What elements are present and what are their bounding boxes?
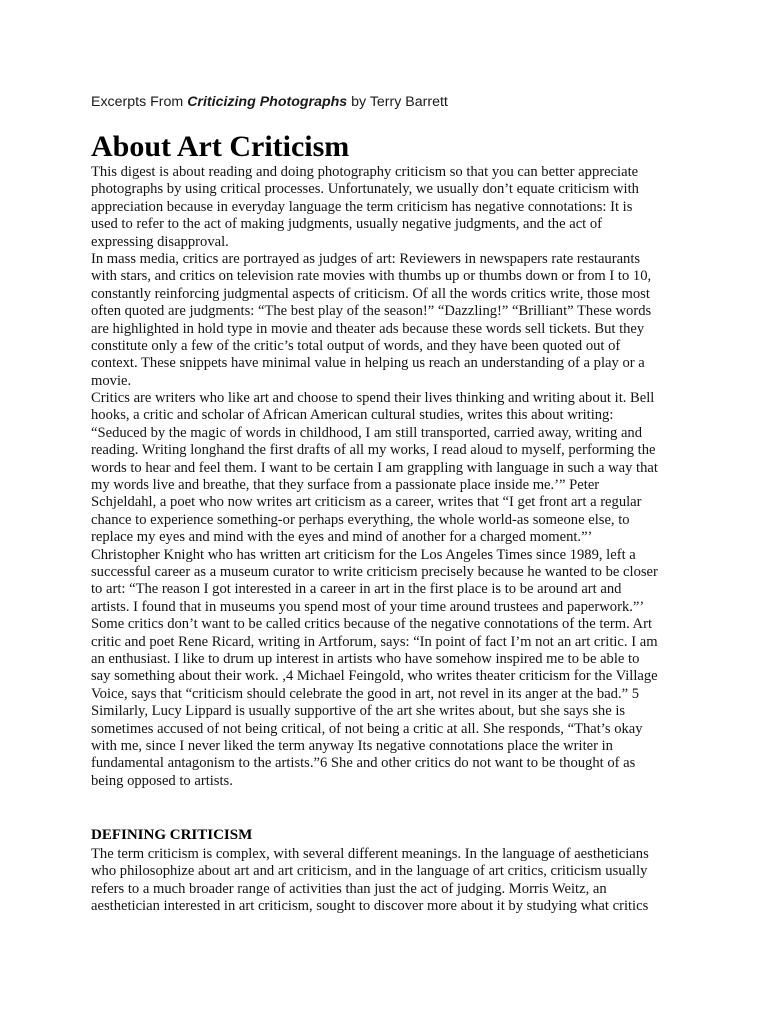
section-body [91,846,679,916]
excerpt-prefix: Excerpts From [91,94,188,110]
body-text-line: This digest is about reading and doing photography criticism so that you can better appreciate [91,164,639,180]
body-text-line: fundamental antagonism to the artists.”6 She and other critics do not want to be thought of as [91,755,636,772]
body-text-line: words to hear and feel them. I want to be certain I am grappling with language in such a way that [91,459,658,476]
author-credit: by Terry Barrett [347,94,448,110]
body-text-line: replace my eyes and mind with the eyes and mind of another for a charged moment.”’ [91,529,593,546]
body-text-line: context. These snippets have minimal value in helping us reach an understanding of a play or a [91,355,645,372]
body-text-line: say something about their work. ,4 Michael Feingold, who writes theater criticism for the Village [91,668,658,685]
body-text-line: movie. [91,372,132,389]
body-text-line: to art: “The reason I got interested in a career in art in the first place is to be around art and [91,581,622,598]
body-text-line: In mass media, critics are portrayed as judges of art: Reviewers in newspapers rate restaurants [91,250,641,267]
body-text-line: with me, since I never liked the term anyway Its negative connotations place the writer in [91,737,613,754]
body-text-line: Some critics don’t want to be called critics because of the negative connotations of the term. Art [91,616,653,633]
body-text-line: sometimes accused of not being critical, of not being a critic at all. She responds, “That’s okay [91,720,643,737]
section-text-line: refers to a much broader range of activities than just the act of judging. Morris Weitz, an [91,880,607,897]
body-text-line: “Seduced by the magic of words in childhood, I am still transported, carried away, writing and [91,424,643,441]
body-text-line: are highlighted in hold type in movie and theater ads because these words sell tickets. But they [91,320,645,337]
body-text-line: expressing disapproval. [91,233,229,250]
section-text-line: The term criticism is complex, with several different meanings. In the language of aestheticians [91,846,649,862]
body-text-line: Voice, says that “criticism should celebrate the good in art, not revel in its anger at the bad.” 5 [91,685,640,702]
body-text-line: critic and poet Rene Ricard, writing in Artforum, says: “In point of fact I’m not an art critic. I am [91,633,658,650]
body-text-line: often quoted are judgments: “The best play of the season!” “Dazzling!” “Brilliant” These words [91,303,652,320]
body-text-line: Critics are writers who like art and choose to spend their lives thinking and writing about it. Bell [91,390,655,407]
body-text-line: artists. I found that in museums you spend most of your time around trustees and paperwork.”’ [91,598,645,615]
body-text-line: reading. Writing longhand the first drafts of all my works, I read aloud to myself, performing the [91,442,656,459]
body-text-line: my words live and breathe, that they surface from a passionate place inside me.’” Peter [91,477,600,494]
body-text-line: hooks, a critic and scholar of African American cultural studies, writes this about writing: [91,407,614,424]
section-text-line: who philosophize about art and art criticism, and in the language of art critics, criticism usually [91,863,648,880]
body-text-line: photographs by using critical processes. Unfortunately, we usually don’t equate criticism with [91,181,639,198]
body-text-line: appreciation because in everyday language the term criticism has negative connotations: It is [91,198,633,215]
section-text-line: aesthetician interested in art criticism, sought to discover more about it by studying what critics [91,898,649,915]
book-title: Criticizing Photographs [187,94,348,110]
body-text-line: chance to experience something-or perhaps everything, the whole world-as someone else, to [91,511,630,528]
body-text-line: being opposed to artists. [91,772,233,789]
body-text-line: Schjeldahl, a poet who now writes art criticism as a career, writes that “I get front art a regular [91,494,642,511]
body-text-line: Christopher Knight who has written art criticism for the Los Angeles Times since 1989, left a [91,546,636,563]
page-title: About Art Criticism [91,130,350,163]
body-text-line: an enthusiast. I like to drum up interest in artists who have somehow inspired me to be able to [91,650,640,667]
body-text-line: Similarly, Lucy Lippard is usually supportive of the art she writes about, but she says she is [91,703,626,720]
body-text-line: constantly reinforcing judgmental aspects of criticism. Of all the words critics write, those most [91,285,650,302]
body-text-line: successful career as a museum curator to write criticism precisely because he wanted to be closer [91,563,658,580]
body-text-line: used to refer to the act of making judgments, usually negative judgments, and the act of [91,216,603,233]
excerpt-header [91,94,448,111]
section-heading: DEFINING CRITICISM [91,827,253,843]
body-text [91,164,679,790]
body-text-line: constitute only a few of the critic’s total output of words, and they have been quoted out of [91,337,621,354]
body-text-line: with stars, and critics on television rate movies with thumbs up or thumbs down or from I to 10, [91,268,652,285]
